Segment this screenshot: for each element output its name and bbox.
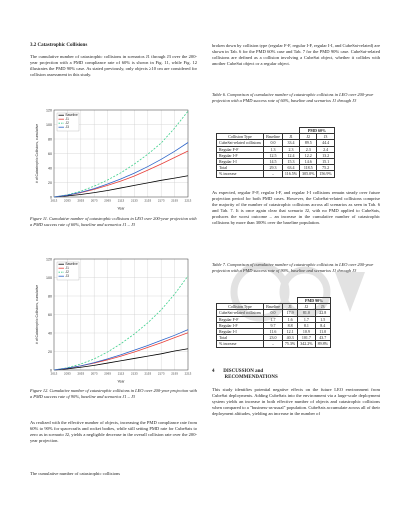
right-paragraph-2: As expected, regular F-F, regular I-F, and regular I-I collisions remain steady over future projection period for both PMD cases. However, the CubeSat-related collisions comprise the majority of the number of catastrophic collisions across all scenarios as seen in Tab. 6 and Tab. 7. It is once again clear that scenario J2, with no PMD applied to CubeSats, produces the worst outcome – an increase in the cumulative number of catastrophic collisions by more than 300% over the baseline population. bbox=[212, 190, 380, 226]
table-cell: 15.3 bbox=[282, 159, 299, 165]
table-cell: 1.3 bbox=[264, 146, 283, 152]
section-title: 3.2 Catastrophic Collisions bbox=[30, 43, 88, 48]
y-tick-label: 60 bbox=[48, 151, 52, 156]
table-header: J1 bbox=[282, 134, 299, 140]
y-tick-label: 80 bbox=[48, 294, 52, 299]
table-row bbox=[217, 171, 335, 177]
table-cell: 15.1 bbox=[317, 159, 334, 165]
table-cell: 14.6 bbox=[300, 159, 317, 165]
table-cell: 10.9 bbox=[298, 329, 315, 335]
table-cell: 40.3 bbox=[282, 335, 297, 341]
x-tick-label: 2093 bbox=[104, 198, 111, 203]
table-cell: 1.7 bbox=[264, 316, 283, 322]
table-cell: 44.4 bbox=[317, 140, 334, 146]
legend-entry: J3 bbox=[65, 125, 69, 130]
legend-entry: J2 bbox=[65, 270, 69, 275]
table-cell: CubeSat-related collisions bbox=[217, 310, 264, 316]
table-title: PMD 60% bbox=[300, 128, 335, 134]
table-cell: 43.7 bbox=[315, 335, 330, 341]
table-title: PMD 90% bbox=[298, 298, 331, 304]
table-cell: 12.5 bbox=[264, 152, 283, 158]
table-cell: 11.0 bbox=[315, 329, 330, 335]
table-cell: 12.1 bbox=[282, 329, 297, 335]
table-cell: 0.0 bbox=[264, 310, 283, 316]
section-4-title: 4 DISCUSSION and RECOMMENDATIONS bbox=[212, 369, 278, 381]
table-cell: 156.9% bbox=[317, 171, 334, 177]
x-tick-label: 2173 bbox=[157, 371, 165, 376]
watermark-logo bbox=[230, 262, 370, 322]
table-cell: – bbox=[264, 341, 283, 347]
table-cell: Regular F-F bbox=[217, 316, 264, 322]
table-cell: 116.5% bbox=[282, 171, 299, 177]
y-tick-label: 80 bbox=[48, 137, 52, 142]
table-cell: 23.0 bbox=[264, 335, 283, 341]
figure-11-caption: Figure 11. Cumulative number of catastrophic collisions in LEO over 200-year projection with a PMD success rate of 60%, baseline and scenarios J1 – J3 bbox=[30, 216, 197, 227]
table-cell: 9.7 bbox=[264, 322, 283, 328]
table-cell: % increase bbox=[217, 171, 264, 177]
legend-entry: J1 bbox=[65, 117, 69, 122]
table-cell: Regular I-I bbox=[217, 329, 264, 335]
table-cell: 89.8% bbox=[315, 341, 330, 347]
table-header: J1 bbox=[282, 304, 297, 310]
y-tick-label: 120 bbox=[46, 257, 52, 262]
table-header: Collision Type bbox=[217, 304, 264, 310]
x-tick-label: 2073 bbox=[90, 198, 98, 203]
table-cell: 75.3% bbox=[282, 341, 297, 347]
table-cell: 2.4 bbox=[317, 146, 334, 152]
table-cell: 101.7 bbox=[298, 335, 315, 341]
table-header: Baseline bbox=[264, 304, 283, 310]
y-tick-label: 100 bbox=[46, 122, 52, 127]
table-cell: 81.0 bbox=[298, 310, 315, 316]
x-tick-label: 2033 bbox=[64, 198, 71, 203]
legend-entry: Baseline bbox=[65, 262, 78, 267]
figure-12-caption: Figure 12. Cumulative number of catastrophic collisions in LEO over 200-year projection with a PMD success rate of 90%, baseline and scenarios J1 – J3 bbox=[30, 388, 197, 399]
left-paragraph-1: The cumulative number of catastrophic collisions in scenarios J1 through J3 over the 200-year projection with a PMD compliance rate of 60% is shown in Fig. 11, while Fig. 12 illustrates the PMD 90% case. As stated previously, only objects ≥10 cm are considered for collision assessment in this study. bbox=[30, 54, 197, 78]
table-cell: 75.2 bbox=[317, 165, 334, 171]
y-axis-label: # of Catastrophic Collisions, cumulative bbox=[35, 123, 39, 184]
table-cell: Total bbox=[217, 165, 264, 171]
legend-entry: J2 bbox=[65, 121, 69, 126]
table-cell: 2.3 bbox=[300, 146, 317, 152]
table-cell: 305.0% bbox=[300, 171, 317, 177]
right-paragraph-1: broken down by collision type (regular F-F, regular I-F, regular I-I, and CubeSat-related) are shown in Tab. 6 for the PMD 60% case and Tab. 7 for the PMD 90% case. CubeSat-related collisions are defined as a collision involving a CubeSat object, whether it collides with another CubeSat object or a regular object. bbox=[212, 43, 380, 67]
table-cell: % increase bbox=[217, 341, 264, 347]
table-cell: 1.7 bbox=[298, 316, 315, 322]
x-axis-label: Year bbox=[117, 379, 125, 384]
table-row bbox=[217, 341, 331, 347]
x-tick-label: 2193 bbox=[171, 371, 178, 376]
table-cell: 1.5 bbox=[315, 316, 330, 322]
table-cell: Total bbox=[217, 335, 264, 341]
legend-entry: J3 bbox=[65, 274, 69, 279]
table-cell: Regular I-F bbox=[217, 322, 264, 328]
table-cell: 8.4 bbox=[315, 322, 330, 328]
table-cell: 12.2 bbox=[300, 152, 317, 158]
x-tick-label: 2013 bbox=[50, 371, 58, 376]
x-tick-label: 2133 bbox=[131, 198, 138, 203]
legend-entry: Baseline bbox=[65, 113, 78, 118]
right-paragraph-3: This study identifies potential negative effects on the future LEO environment from CubeSat deployments. Adding CubeSats into the environment via a large-scale deployment system yields an increase in both effective number of objects and catastrophic collisions when compared to a "business-as-usual" population. CubeSats accumulate across all of their deployment altitudes, yielding an increase in the number of bbox=[212, 387, 380, 417]
table-cell: CubeSat-related collisions bbox=[217, 140, 264, 146]
x-tick-label: 2093 bbox=[104, 371, 111, 376]
table-cell: 0.0 bbox=[264, 140, 283, 146]
y-tick-label: 120 bbox=[46, 108, 52, 113]
figure-11-chart bbox=[32, 107, 192, 211]
table-cell: 12.4 bbox=[282, 152, 299, 158]
x-tick-label: 2113 bbox=[117, 198, 125, 203]
x-tick-label: 2193 bbox=[171, 198, 178, 203]
table-header: J2 bbox=[298, 304, 315, 310]
table-cell: 33.4 bbox=[282, 140, 299, 146]
x-tick-label: 2053 bbox=[77, 371, 85, 376]
y-tick-label: 100 bbox=[46, 275, 52, 280]
y-tick-label: 60 bbox=[48, 312, 52, 317]
table-header: J3 bbox=[315, 304, 330, 310]
x-tick-label: 2213 bbox=[184, 198, 192, 203]
table-cell: 13.2 bbox=[317, 152, 334, 158]
table-cell: Regular I-F bbox=[217, 152, 264, 158]
x-tick-label: 2073 bbox=[90, 371, 98, 376]
table-cell: 14.5 bbox=[264, 159, 283, 165]
x-tick-label: 2033 bbox=[64, 371, 71, 376]
figure-12-chart bbox=[32, 256, 192, 384]
table-header: J3 bbox=[317, 134, 334, 140]
x-tick-label: 2173 bbox=[157, 198, 165, 203]
x-tick-label: 2113 bbox=[117, 371, 125, 376]
table-6-caption: Table 6. Comparison of cumulative number of catastrophic collisions in LEO over 200-year projection with a PMD success rate of 60%, baseline and scenarios J1 through J3 bbox=[212, 92, 374, 103]
table-cell: 342.2% bbox=[298, 341, 315, 347]
table-cell: 22.8 bbox=[315, 310, 330, 316]
table-header: Baseline bbox=[264, 134, 283, 140]
y-axis-label: # of Catastrophic Collisions, cumulative bbox=[35, 284, 39, 345]
y-tick-label: 0 bbox=[50, 195, 52, 200]
table-cell: Regular F-F bbox=[217, 146, 264, 152]
table-cell: 8.8 bbox=[282, 322, 297, 328]
y-tick-label: 0 bbox=[50, 368, 52, 373]
table-cell: – bbox=[264, 171, 283, 177]
table-7-caption: Table 7. Comparison of cumulative number of catastrophic collisions in LEO over 200-year projection with a PMD success rate of 90%, baseline and scenarios J1 through J3 bbox=[212, 262, 374, 273]
x-tick-label: 2053 bbox=[77, 198, 85, 203]
y-tick-label: 40 bbox=[48, 166, 52, 171]
legend-entry: J1 bbox=[65, 266, 69, 271]
table-cell: 2.3 bbox=[282, 146, 299, 152]
x-axis-label: Year bbox=[117, 206, 125, 211]
x-tick-label: 2153 bbox=[144, 198, 152, 203]
table-6 bbox=[216, 127, 335, 178]
table-cell: 8.1 bbox=[298, 322, 315, 328]
table-cell: Regular I-I bbox=[217, 159, 264, 165]
table-header: Collision Type bbox=[217, 134, 264, 140]
table-cell: 63.4 bbox=[282, 165, 299, 171]
table-cell: 17.9 bbox=[282, 310, 297, 316]
table-header: J2 bbox=[300, 134, 317, 140]
table-cell: 1.6 bbox=[282, 316, 297, 322]
x-tick-label: 2153 bbox=[144, 371, 152, 376]
table-cell: 29.3 bbox=[264, 165, 283, 171]
x-tick-label: 2013 bbox=[50, 198, 58, 203]
y-tick-label: 20 bbox=[48, 180, 52, 185]
y-tick-label: 20 bbox=[48, 349, 52, 354]
table-cell: 118.5 bbox=[300, 165, 317, 171]
y-tick-label: 40 bbox=[48, 331, 52, 336]
table-cell: 11.6 bbox=[264, 329, 283, 335]
x-tick-label: 2213 bbox=[184, 371, 192, 376]
left-paragraph-3: The cumulative number of catastrophic collisions bbox=[30, 471, 121, 476]
x-tick-label: 2133 bbox=[131, 371, 138, 376]
table-cell: 89.5 bbox=[300, 140, 317, 146]
left-paragraph-2: As realized with the effective number of objects, increasing the PMD compliance rate from 60% to 90% for spacecrafts and rocket bodies, while still setting PMD rate for CubeSats to zero as in scenario J2, yields a negligible decrease in the overall collision rate over the 200-year projection. bbox=[30, 420, 197, 444]
